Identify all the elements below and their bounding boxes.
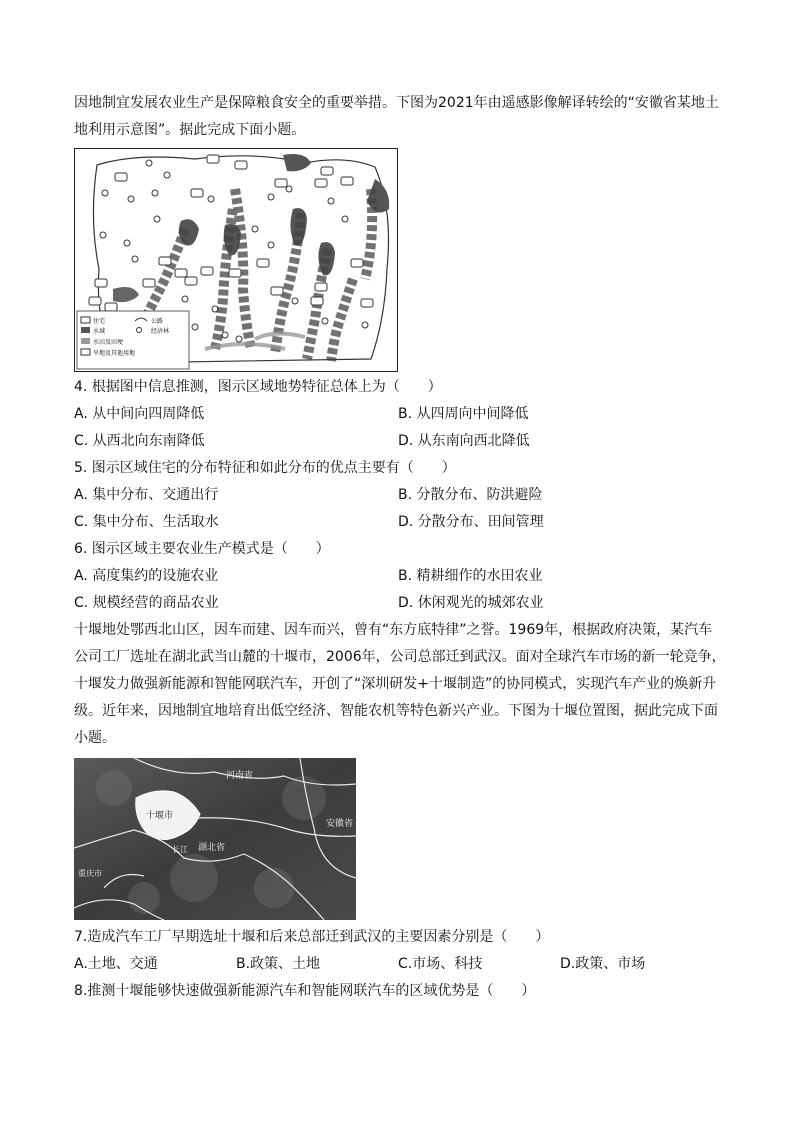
svg-text:重庆市: 重庆市	[78, 869, 102, 878]
question-5-stem: 5. 图示区域住宅的分布特征和如此分布的优点主要有（ ）	[74, 460, 456, 476]
svg-text:安徽省: 安徽省	[326, 819, 354, 829]
option-5d: D. 分散分布、田间管理	[398, 514, 544, 530]
map-legend	[77, 311, 189, 369]
intro-passage-1: 因地制宜发展农业生产是保障粮食安全的重要举措。下图为2021年由遥感影像解译转绘的“安徽省某地土地利用示意图”。据此完成下面小题。	[74, 95, 719, 138]
land-use-map-drawing	[75, 149, 397, 371]
svg-text:旱地及其他用地: 旱地及其他用地	[93, 350, 136, 357]
svg-text:河南省: 河南省	[226, 771, 254, 781]
intro-passage-2: 十堰地处鄂西北山区，因车而建、因车而兴，曾有“东方底特律”之誉。1969年，根据政府决策，某汽车公司工厂选址在湖北武当山麓的十堰市，2006年，公司总部迁到武汉。面对全球汽车市场的新一轮竞争，十堰发力做强新能源和智能网联汽车，开创了“深圳研发+十堰制造”的协同模式，实现汽车产业的焕新升级。近年来，因地制宜地培育出低空经济、智能农机等特色新兴产业。下图为十堰位置图，据此完成下面小题。	[74, 622, 726, 746]
option-7a: A.土地、交通	[74, 956, 158, 972]
option-6d: D. 休闲观光的城郊农业	[398, 595, 544, 611]
shiyan-location-map	[74, 758, 356, 920]
page-content	[74, 90, 726, 1005]
option-4c: C. 从西北向东南降低	[74, 433, 205, 449]
svg-text:水田及田埂: 水田及田埂	[93, 339, 124, 346]
svg-text:十堰市: 十堰市	[146, 811, 174, 821]
option-5a: A. 集中分布、交通出行	[74, 487, 219, 503]
question-8-stem: 8.推测十堰能够快速做强新能源汽车和智能网联汽车的区域优势是（ ）	[74, 983, 536, 999]
question-6-stem: 6. 图示区域主要农业生产模式是（ ）	[74, 541, 330, 557]
option-7d: D.政策、市场	[560, 956, 646, 972]
shiyan-location-map-drawing	[74, 758, 356, 920]
option-6c: C. 规模经营的商品农业	[74, 595, 219, 611]
option-5c: C. 集中分布、生活取水	[74, 514, 219, 530]
question-7-stem: 7.造成汽车工厂早期选址十堰和后来总部迁到武汉的主要因素分别是（ ）	[74, 929, 550, 945]
option-6b: B. 精耕细作的水田农业	[398, 568, 543, 584]
question-6-options	[74, 563, 726, 617]
svg-text:公路: 公路	[151, 318, 164, 325]
land-use-map	[74, 148, 398, 372]
option-6a: A. 高度集约的设施农业	[74, 568, 219, 584]
option-7c: C.市场、科技	[398, 956, 483, 972]
question-5-options	[74, 482, 726, 536]
option-5b: B. 分散分布、防洪避险	[398, 487, 543, 503]
svg-text:水域: 水域	[93, 328, 106, 335]
option-4a: A. 从中间向四周降低	[74, 406, 205, 422]
option-7b: B.政策、土地	[236, 956, 321, 972]
svg-text:住宅: 住宅	[93, 318, 106, 325]
option-4b: B. 从四周向中间降低	[398, 406, 529, 422]
question-4-stem: 4. 根据图中信息推测，图示区域地势特征总体上为（ ）	[74, 379, 442, 395]
svg-text:经济林: 经济林	[151, 328, 170, 335]
question-4-options	[74, 401, 726, 455]
svg-text:湖北省: 湖北省	[198, 843, 226, 853]
question-7-options	[74, 951, 726, 978]
option-4d: D. 从东南向西北降低	[398, 433, 530, 449]
svg-text:长江: 长江	[172, 845, 188, 854]
